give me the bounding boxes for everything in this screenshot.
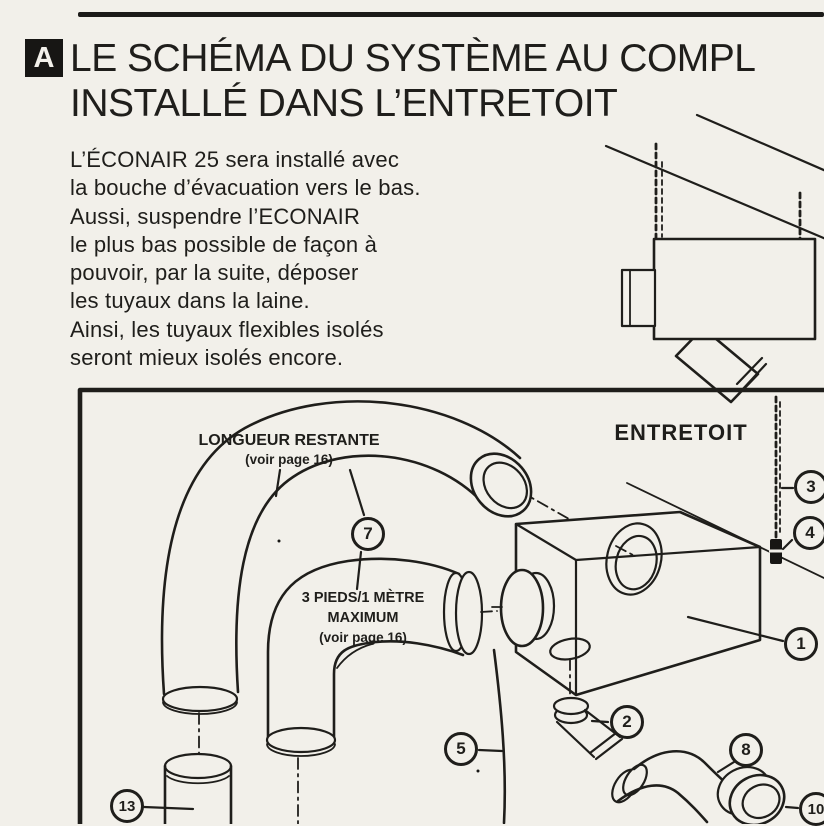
elbow-outer-edge [268,559,459,738]
duct-end-ring [458,442,543,529]
label-3-pieds-maximum [302,588,424,648]
duct-collar [492,570,554,646]
duct-bottom-collar [163,687,237,711]
label-longueur-restante [198,431,379,469]
unit-side-attachment [622,270,655,326]
intro-line: L’ÉCONAIR 25 sera installé avec [70,147,400,172]
page-title-line1: LE SCHÉMA DU SYSTÈME AU COMPL [70,37,756,80]
fitting-collar [554,698,588,714]
callout-10: 10 [799,792,824,826]
label-pieds-line1: 3 PIEDS/1 MÈTRE [301,590,425,606]
label-entretoit: ENTRETOIT [614,420,748,445]
intro-line: seront mieux isolés encore. [70,345,344,371]
leader-13 [144,807,193,809]
badge-letter: A [33,41,55,74]
callout-7: 7 [351,517,385,551]
leader-4 [783,540,792,549]
label-pieds-line3: (voir page 16) [319,630,407,645]
callout-1: 1 [784,627,818,661]
ring-outer [458,442,543,529]
callout-4: 4 [793,516,824,550]
callout-3: 3 [794,470,824,504]
scan-speck [477,770,480,773]
unit-box [654,239,815,339]
intro-line: Aussi, suspendre l’ECONAIR [70,203,361,229]
label-pieds-line2: MAXIMUM [327,610,399,626]
fitting-tube-cap [590,733,622,759]
leader-7-to-elbow [357,552,361,589]
callout-5: 5 [444,732,478,766]
chain-and-fastener [769,397,783,564]
leader-5 [479,750,502,751]
page-title-line2: INSTALLÉ DANS L’ENTRETOIT [70,82,618,125]
leader-2 [592,721,608,722]
leader-label-to-duct [276,470,280,496]
leader-10 [786,807,798,808]
intro-line: pouvoir, par la suite, déposer [70,260,359,286]
callout-8: 8 [729,733,763,767]
mini-installation-diagram [606,115,824,402]
elbow-bottom-collar [267,728,335,752]
elbow-end-cap [456,572,482,654]
intro-line: la bouche d’évacuation vers le bas. [70,175,421,201]
roof-line-upper [697,115,824,171]
leader-label-to-7 [350,470,364,515]
label-longueur-line2: (voir page 16) [245,452,333,467]
callout-13: 13 [110,789,144,823]
centerline-elbow-to-collar [481,611,497,612]
intro-line: le plus bas possible de façon à [70,231,378,257]
sleeve-rim [165,754,231,778]
thin-duct-line [494,650,505,823]
callout-2: 2 [610,705,644,739]
intro-line: les tuyaux dans la laine. [70,288,310,314]
label-longueur-line1: LONGUEUR RESTANTE [198,432,380,449]
scan-speck [278,540,281,543]
intro-line: Ainsi, les tuyaux flexibles isolés [70,316,384,342]
collar-front [501,570,543,646]
s-duct [607,751,793,824]
sleeve-cylinder [165,754,231,824]
roof-line-lower [606,146,824,239]
elbow-inner-edge [334,641,463,738]
